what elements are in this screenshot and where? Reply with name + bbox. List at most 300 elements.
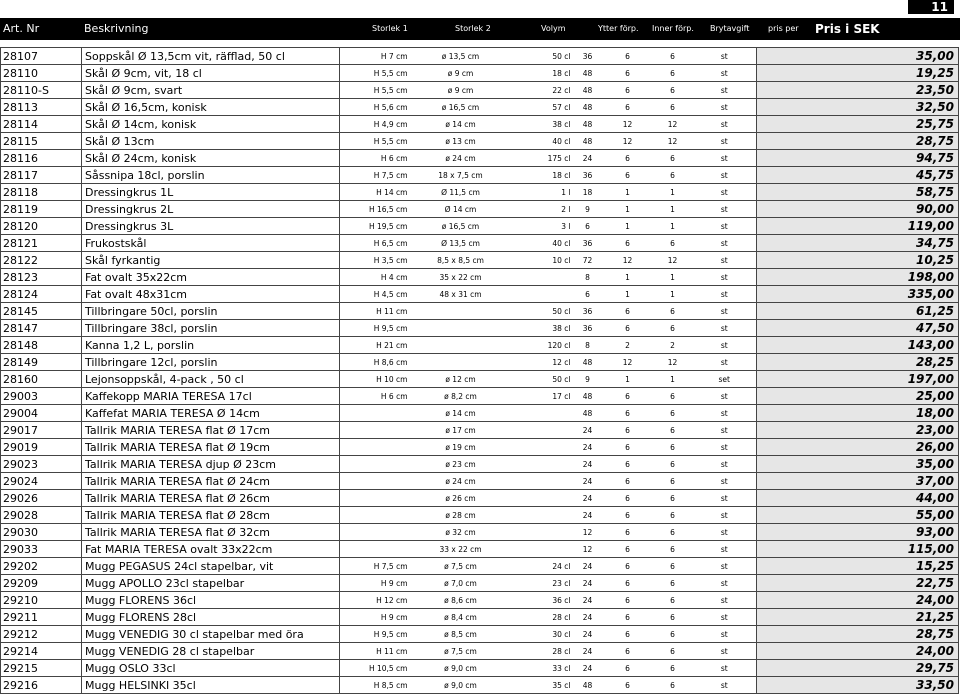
cell-volume: 24 cl <box>512 558 573 575</box>
cell-article-number: 28123 <box>1 269 82 286</box>
cell-price: 90,00 <box>757 201 959 218</box>
cell-outer-pack: 72 <box>573 252 603 269</box>
table-row <box>1 558 959 575</box>
cell-price-unit: st <box>693 184 757 201</box>
cell-size-2: ø 13,5 cm <box>410 48 512 65</box>
cell-price: 18,00 <box>757 405 959 422</box>
cell-description: Tallrik MARIA TERESA flat Ø 17cm <box>82 422 340 439</box>
cell-description: Kanna 1,2 L, porslin <box>82 337 340 354</box>
cell-size-1: H 12 cm <box>340 592 410 609</box>
cell-description: Tallrik MARIA TERESA flat Ø 28cm <box>82 507 340 524</box>
cell-outer-pack: 24 <box>573 439 603 456</box>
cell-price-unit: st <box>693 677 757 694</box>
cell-description: Tallrik MARIA TERESA flat Ø 32cm <box>82 524 340 541</box>
cell-description: Kaffefat MARIA TERESA Ø 14cm <box>82 405 340 422</box>
cell-volume: 57 cl <box>512 99 573 116</box>
cell-size-1: H 3,5 cm <box>340 252 410 269</box>
cell-price: 28,75 <box>757 626 959 643</box>
table-row <box>1 48 959 65</box>
cell-inner-pack: 1 <box>603 286 653 303</box>
cell-volume: 22 cl <box>512 82 573 99</box>
cell-inner-pack: 6 <box>603 660 653 677</box>
cell-outer-pack: 24 <box>573 558 603 575</box>
cell-size-1 <box>340 473 410 490</box>
cell-description: Dressingkrus 3L <box>82 218 340 235</box>
cell-size-1: H 11 cm <box>340 303 410 320</box>
cell-price-unit: st <box>693 150 757 167</box>
cell-price: 335,00 <box>757 286 959 303</box>
cell-inner-pack: 6 <box>603 48 653 65</box>
cell-article-number: 28149 <box>1 354 82 371</box>
cell-break-fee: 6 <box>653 507 693 524</box>
cell-outer-pack: 48 <box>573 388 603 405</box>
cell-outer-pack: 48 <box>573 116 603 133</box>
cell-price-unit: st <box>693 269 757 286</box>
cell-volume: 38 cl <box>512 320 573 337</box>
cell-break-fee: 6 <box>653 65 693 82</box>
cell-inner-pack: 6 <box>603 320 653 337</box>
table-row <box>1 575 959 592</box>
cell-size-2: ø 14 cm <box>410 405 512 422</box>
cell-outer-pack: 8 <box>573 337 603 354</box>
cell-size-2: ø 9,0 cm <box>410 677 512 694</box>
cell-inner-pack: 6 <box>603 524 653 541</box>
cell-size-2: 48 x 31 cm <box>410 286 512 303</box>
cell-article-number: 29030 <box>1 524 82 541</box>
table-row <box>1 541 959 558</box>
cell-size-1: H 9 cm <box>340 609 410 626</box>
cell-article-number: 28116 <box>1 150 82 167</box>
table-header <box>0 18 960 40</box>
cell-size-1: H 7,5 cm <box>340 167 410 184</box>
cell-volume: 18 cl <box>512 167 573 184</box>
table-row <box>1 592 959 609</box>
cell-outer-pack: 36 <box>573 235 603 252</box>
cell-description: Tillbringare 50cl, porslin <box>82 303 340 320</box>
cell-price-unit: st <box>693 575 757 592</box>
cell-inner-pack: 6 <box>603 626 653 643</box>
cell-description: Fat ovalt 48x31cm <box>82 286 340 303</box>
cell-inner-pack: 6 <box>603 541 653 558</box>
cell-description: Mugg HELSINKI 35cl <box>82 677 340 694</box>
cell-break-fee: 6 <box>653 303 693 320</box>
cell-size-1: H 4,5 cm <box>340 286 410 303</box>
cell-price-unit: st <box>693 439 757 456</box>
cell-size-2: Ø 14 cm <box>410 201 512 218</box>
cell-inner-pack: 1 <box>603 218 653 235</box>
cell-outer-pack: 6 <box>573 286 603 303</box>
table-row <box>1 150 959 167</box>
cell-inner-pack: 12 <box>603 354 653 371</box>
cell-size-2: ø 8,6 cm <box>410 592 512 609</box>
cell-price-unit: st <box>693 82 757 99</box>
table-row <box>1 337 959 354</box>
cell-outer-pack: 8 <box>573 269 603 286</box>
table-row <box>1 133 959 150</box>
cell-description: Dressingkrus 2L <box>82 201 340 218</box>
cell-size-2: ø 12 cm <box>410 371 512 388</box>
cell-size-1: H 5,6 cm <box>340 99 410 116</box>
header-volym: Volym <box>541 24 566 33</box>
header-inner: Inner förp. <box>652 24 694 33</box>
cell-price: 23,50 <box>757 82 959 99</box>
cell-description: Frukostskål <box>82 235 340 252</box>
cell-size-2: ø 9,0 cm <box>410 660 512 677</box>
cell-size-2: ø 8,4 cm <box>410 609 512 626</box>
cell-price-unit: st <box>693 388 757 405</box>
cell-size-1 <box>340 456 410 473</box>
cell-break-fee: 6 <box>653 609 693 626</box>
cell-inner-pack: 6 <box>603 609 653 626</box>
cell-break-fee: 6 <box>653 524 693 541</box>
cell-price-unit: st <box>693 405 757 422</box>
cell-inner-pack: 6 <box>603 422 653 439</box>
cell-size-2: ø 26 cm <box>410 490 512 507</box>
cell-price-unit: st <box>693 541 757 558</box>
cell-description: Mugg APOLLO 23cl stapelbar <box>82 575 340 592</box>
cell-inner-pack: 6 <box>603 65 653 82</box>
cell-size-2: ø 17 cm <box>410 422 512 439</box>
cell-break-fee: 6 <box>653 456 693 473</box>
cell-article-number: 29026 <box>1 490 82 507</box>
cell-inner-pack: 6 <box>603 82 653 99</box>
cell-price: 34,75 <box>757 235 959 252</box>
cell-size-1: H 7,5 cm <box>340 558 410 575</box>
cell-break-fee: 6 <box>653 388 693 405</box>
cell-volume <box>512 490 573 507</box>
cell-volume: 12 cl <box>512 354 573 371</box>
cell-inner-pack: 6 <box>603 303 653 320</box>
cell-outer-pack: 48 <box>573 677 603 694</box>
cell-article-number: 29003 <box>1 388 82 405</box>
cell-size-1: H 5,5 cm <box>340 133 410 150</box>
cell-break-fee: 12 <box>653 116 693 133</box>
cell-size-1 <box>340 541 410 558</box>
cell-inner-pack: 6 <box>603 99 653 116</box>
cell-price: 22,75 <box>757 575 959 592</box>
cell-price: 23,00 <box>757 422 959 439</box>
cell-size-1: H 16,5 cm <box>340 201 410 218</box>
cell-description: Skål Ø 24cm, konisk <box>82 150 340 167</box>
table-row <box>1 286 959 303</box>
cell-break-fee: 12 <box>653 252 693 269</box>
cell-size-1 <box>340 422 410 439</box>
cell-outer-pack: 36 <box>573 320 603 337</box>
cell-break-fee: 6 <box>653 320 693 337</box>
cell-size-1: H 6 cm <box>340 150 410 167</box>
cell-price: 28,75 <box>757 133 959 150</box>
cell-price-unit: st <box>693 99 757 116</box>
cell-volume: 1 l <box>512 184 573 201</box>
cell-size-2: Ø 11,5 cm <box>410 184 512 201</box>
cell-size-2: ø 32 cm <box>410 524 512 541</box>
cell-outer-pack: 36 <box>573 167 603 184</box>
cell-article-number: 29211 <box>1 609 82 626</box>
cell-volume: 50 cl <box>512 303 573 320</box>
cell-article-number: 28147 <box>1 320 82 337</box>
cell-price: 24,00 <box>757 592 959 609</box>
cell-volume: 17 cl <box>512 388 573 405</box>
table-row <box>1 82 959 99</box>
cell-description: Mugg FLORENS 36cl <box>82 592 340 609</box>
cell-break-fee: 6 <box>653 439 693 456</box>
cell-description: Lejonsoppskål, 4-pack , 50 cl <box>82 371 340 388</box>
cell-break-fee: 6 <box>653 660 693 677</box>
cell-price: 115,00 <box>757 541 959 558</box>
table-row <box>1 660 959 677</box>
cell-outer-pack: 9 <box>573 201 603 218</box>
cell-outer-pack: 9 <box>573 371 603 388</box>
cell-price: 93,00 <box>757 524 959 541</box>
cell-article-number: 28145 <box>1 303 82 320</box>
cell-inner-pack: 1 <box>603 184 653 201</box>
cell-price: 24,00 <box>757 643 959 660</box>
cell-price: 33,50 <box>757 677 959 694</box>
cell-price-unit: st <box>693 609 757 626</box>
cell-size-2 <box>410 303 512 320</box>
cell-price-unit: st <box>693 65 757 82</box>
cell-volume: 2 l <box>512 201 573 218</box>
cell-price: 197,00 <box>757 371 959 388</box>
cell-price: 19,25 <box>757 65 959 82</box>
cell-outer-pack: 12 <box>573 524 603 541</box>
cell-article-number: 28117 <box>1 167 82 184</box>
cell-description: Mugg PEGASUS 24cl stapelbar, vit <box>82 558 340 575</box>
cell-break-fee: 12 <box>653 354 693 371</box>
cell-volume: 33 cl <box>512 660 573 677</box>
cell-inner-pack: 6 <box>603 575 653 592</box>
cell-inner-pack: 6 <box>603 388 653 405</box>
cell-price: 25,75 <box>757 116 959 133</box>
cell-description: Tallrik MARIA TERESA flat Ø 19cm <box>82 439 340 456</box>
cell-size-1 <box>340 405 410 422</box>
cell-price: 15,25 <box>757 558 959 575</box>
cell-price: 28,25 <box>757 354 959 371</box>
cell-inner-pack: 6 <box>603 235 653 252</box>
cell-price: 29,75 <box>757 660 959 677</box>
cell-size-2: 8,5 x 8,5 cm <box>410 252 512 269</box>
cell-volume <box>512 456 573 473</box>
cell-size-1: H 6 cm <box>340 388 410 405</box>
header-storlek1: Storlek 1 <box>372 24 408 33</box>
cell-break-fee: 6 <box>653 82 693 99</box>
cell-size-1: H 9,5 cm <box>340 626 410 643</box>
cell-price-unit: st <box>693 643 757 660</box>
cell-price: 37,00 <box>757 473 959 490</box>
cell-size-2: ø 8,2 cm <box>410 388 512 405</box>
cell-break-fee: 6 <box>653 99 693 116</box>
cell-description: Skål Ø 9cm, vit, 18 cl <box>82 65 340 82</box>
cell-article-number: 28110 <box>1 65 82 82</box>
cell-inner-pack: 6 <box>603 405 653 422</box>
cell-inner-pack: 12 <box>603 252 653 269</box>
table-row <box>1 677 959 694</box>
cell-article-number: 28124 <box>1 286 82 303</box>
header-ytter: Ytter förp. <box>598 24 639 33</box>
cell-break-fee: 6 <box>653 405 693 422</box>
cell-break-fee: 1 <box>653 218 693 235</box>
cell-break-fee: 6 <box>653 490 693 507</box>
cell-inner-pack: 6 <box>603 643 653 660</box>
cell-size-1: H 10 cm <box>340 371 410 388</box>
cell-price-unit: st <box>693 252 757 269</box>
cell-price-unit: st <box>693 473 757 490</box>
cell-size-1: H 21 cm <box>340 337 410 354</box>
cell-break-fee: 6 <box>653 626 693 643</box>
cell-price: 47,50 <box>757 320 959 337</box>
cell-volume: 3 l <box>512 218 573 235</box>
cell-volume <box>512 422 573 439</box>
cell-size-2: ø 19 cm <box>410 439 512 456</box>
table-row <box>1 490 959 507</box>
cell-size-2 <box>410 337 512 354</box>
cell-article-number: 29033 <box>1 541 82 558</box>
cell-inner-pack: 6 <box>603 507 653 524</box>
cell-description: Tallrik MARIA TERESA flat Ø 24cm <box>82 473 340 490</box>
table-row <box>1 609 959 626</box>
cell-article-number: 28122 <box>1 252 82 269</box>
table-row <box>1 626 959 643</box>
cell-size-2: 18 x 7,5 cm <box>410 167 512 184</box>
table-row <box>1 235 959 252</box>
cell-outer-pack: 24 <box>573 507 603 524</box>
cell-description: Fat MARIA TERESA ovalt 33x22cm <box>82 541 340 558</box>
cell-price-unit: st <box>693 626 757 643</box>
cell-break-fee: 1 <box>653 286 693 303</box>
cell-volume <box>512 524 573 541</box>
cell-price-unit: st <box>693 286 757 303</box>
table-row <box>1 116 959 133</box>
cell-outer-pack: 24 <box>573 592 603 609</box>
cell-price-unit: st <box>693 558 757 575</box>
cell-size-2 <box>410 354 512 371</box>
cell-article-number: 29028 <box>1 507 82 524</box>
cell-break-fee: 6 <box>653 643 693 660</box>
cell-inner-pack: 12 <box>603 133 653 150</box>
cell-article-number: 29214 <box>1 643 82 660</box>
cell-price: 58,75 <box>757 184 959 201</box>
cell-outer-pack: 24 <box>573 473 603 490</box>
cell-size-1: H 5,5 cm <box>340 65 410 82</box>
cell-size-2: ø 7,5 cm <box>410 643 512 660</box>
table-row <box>1 218 959 235</box>
table-row <box>1 99 959 116</box>
page-number-bar <box>0 0 960 14</box>
cell-size-2: ø 23 cm <box>410 456 512 473</box>
table-row <box>1 65 959 82</box>
cell-size-1: H 10,5 cm <box>340 660 410 677</box>
cell-outer-pack: 24 <box>573 456 603 473</box>
header-brytavgift: Brytavgift <box>710 24 750 33</box>
cell-volume: 50 cl <box>512 48 573 65</box>
cell-price-unit: st <box>693 490 757 507</box>
cell-break-fee: 6 <box>653 575 693 592</box>
cell-size-2: ø 16,5 cm <box>410 99 512 116</box>
cell-article-number: 28148 <box>1 337 82 354</box>
cell-size-1: H 19,5 cm <box>340 218 410 235</box>
cell-volume <box>512 405 573 422</box>
cell-break-fee: 6 <box>653 150 693 167</box>
cell-inner-pack: 1 <box>603 269 653 286</box>
header-pris: Pris i SEK <box>815 22 880 36</box>
cell-article-number: 29019 <box>1 439 82 456</box>
cell-outer-pack: 6 <box>573 218 603 235</box>
cell-size-2: ø 13 cm <box>410 133 512 150</box>
cell-price: 35,00 <box>757 456 959 473</box>
cell-outer-pack: 24 <box>573 660 603 677</box>
cell-size-2: ø 16,5 cm <box>410 218 512 235</box>
cell-article-number: 28118 <box>1 184 82 201</box>
cell-article-number: 28119 <box>1 201 82 218</box>
cell-price-unit: st <box>693 201 757 218</box>
cell-size-1: H 9 cm <box>340 575 410 592</box>
cell-size-1: H 5,5 cm <box>340 82 410 99</box>
cell-article-number: 29215 <box>1 660 82 677</box>
cell-description: Såssnipa 18cl, porslin <box>82 167 340 184</box>
cell-outer-pack: 24 <box>573 150 603 167</box>
header-beskrivning: Beskrivning <box>84 22 149 35</box>
cell-description: Skål Ø 14cm, konisk <box>82 116 340 133</box>
cell-break-fee: 12 <box>653 133 693 150</box>
cell-inner-pack: 6 <box>603 439 653 456</box>
cell-inner-pack: 6 <box>603 150 653 167</box>
cell-volume: 10 cl <box>512 252 573 269</box>
cell-inner-pack: 6 <box>603 558 653 575</box>
cell-price: 44,00 <box>757 490 959 507</box>
cell-outer-pack: 36 <box>573 48 603 65</box>
cell-inner-pack: 6 <box>603 490 653 507</box>
cell-article-number: 29202 <box>1 558 82 575</box>
cell-volume: 36 cl <box>512 592 573 609</box>
cell-price-unit: st <box>693 507 757 524</box>
product-rows <box>1 48 959 694</box>
cell-volume: 23 cl <box>512 575 573 592</box>
cell-size-2: ø 9 cm <box>410 82 512 99</box>
cell-description: Tillbringare 38cl, porslin <box>82 320 340 337</box>
cell-size-2: 35 x 22 cm <box>410 269 512 286</box>
table-row <box>1 422 959 439</box>
cell-size-1: H 4 cm <box>340 269 410 286</box>
cell-article-number: 29023 <box>1 456 82 473</box>
cell-inner-pack: 6 <box>603 167 653 184</box>
cell-break-fee: 1 <box>653 184 693 201</box>
cell-outer-pack: 24 <box>573 422 603 439</box>
cell-break-fee: 2 <box>653 337 693 354</box>
cell-description: Mugg FLORENS 28cl <box>82 609 340 626</box>
cell-size-2: ø 8,5 cm <box>410 626 512 643</box>
cell-size-1: H 8,5 cm <box>340 677 410 694</box>
cell-size-2: ø 24 cm <box>410 473 512 490</box>
cell-article-number: 29209 <box>1 575 82 592</box>
cell-price: 61,25 <box>757 303 959 320</box>
cell-inner-pack: 6 <box>603 456 653 473</box>
cell-size-1: H 4,9 cm <box>340 116 410 133</box>
cell-price: 10,25 <box>757 252 959 269</box>
cell-price-unit: st <box>693 422 757 439</box>
cell-volume: 50 cl <box>512 371 573 388</box>
cell-break-fee: 6 <box>653 541 693 558</box>
cell-article-number: 29024 <box>1 473 82 490</box>
cell-description: Kaffekopp MARIA TERESA 17cl <box>82 388 340 405</box>
cell-price-unit: st <box>693 48 757 65</box>
cell-volume <box>512 507 573 524</box>
table-row <box>1 269 959 286</box>
cell-size-1: H 8,6 cm <box>340 354 410 371</box>
cell-article-number: 29017 <box>1 422 82 439</box>
cell-description: Tallrik MARIA TERESA flat Ø 26cm <box>82 490 340 507</box>
cell-break-fee: 6 <box>653 167 693 184</box>
cell-inner-pack: 6 <box>603 592 653 609</box>
